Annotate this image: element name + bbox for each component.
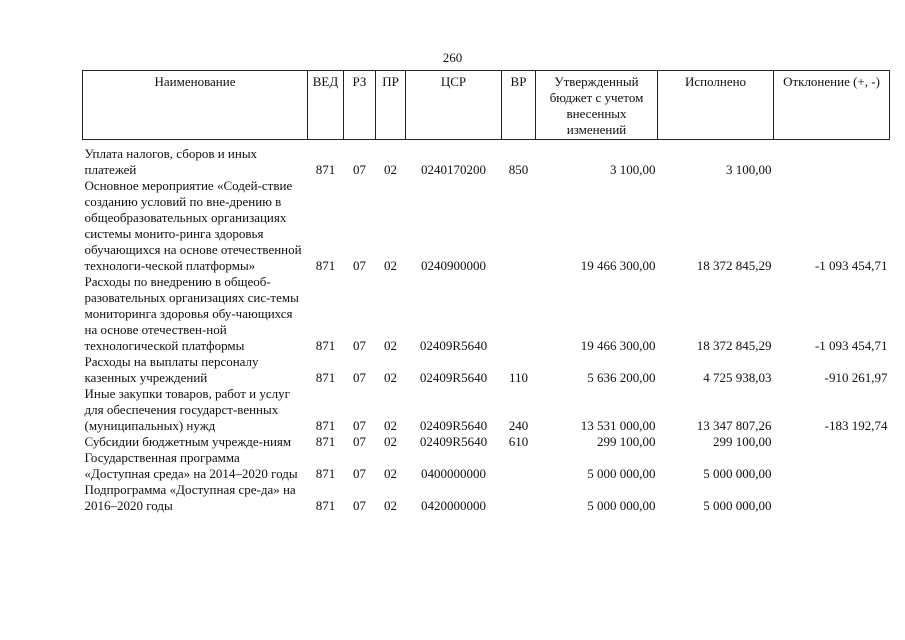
- row-ved: 871: [315, 434, 336, 449]
- row-name: Субсидии бюджетным учрежде-ниям: [84, 434, 292, 449]
- row-approved: 3 100,00: [610, 162, 656, 177]
- row-deviation: -1 093 454,71: [814, 258, 888, 273]
- row-csr: 0240900000: [421, 258, 486, 273]
- row-executed: 3 100,00: [726, 162, 772, 177]
- row-csr: 02409R5640: [419, 418, 488, 433]
- row-approved: 5 636 200,00: [587, 370, 656, 385]
- row-approved: 13 531 000,00: [580, 418, 656, 433]
- header-approved: Утвержденный бюджет с учетом внесенных изменений: [536, 71, 658, 140]
- budget-table: [82, 70, 890, 514]
- table-row: [83, 146, 890, 178]
- row-name: Подпрограмма «Доступная сре-да» на 2016–2020 годы: [84, 482, 296, 513]
- row-approved: 299 100,00: [597, 434, 656, 449]
- table-row: [83, 386, 890, 434]
- row-csr: 0400000000: [421, 466, 486, 481]
- row-ved: 871: [315, 338, 336, 353]
- row-rz: 07: [353, 258, 366, 273]
- row-name: Государственная программа «Доступная среда» на 2014–2020 годы: [84, 450, 298, 481]
- row-csr: 02409R5640: [419, 338, 488, 353]
- table-header-row: [83, 71, 890, 140]
- row-pr: 02: [384, 338, 397, 353]
- row-executed: 18 372 845,29: [696, 338, 772, 353]
- row-rz: 07: [353, 162, 366, 177]
- row-vr: [502, 178, 536, 274]
- row-deviation: -183 192,74: [824, 418, 888, 433]
- header-rz: РЗ: [344, 71, 376, 140]
- header-deviation: Отклонение (+, -): [774, 71, 890, 140]
- header-csr: ЦСР: [406, 71, 502, 140]
- row-pr: 02: [384, 370, 397, 385]
- row-csr: 0240170200: [421, 162, 486, 177]
- row-approved: 5 000 000,00: [587, 466, 656, 481]
- row-name: Уплата налогов, сборов и иных платежей: [84, 146, 258, 177]
- row-csr: 02409R5640: [419, 370, 488, 385]
- row-vr: 240: [508, 418, 529, 433]
- row-approved: 19 466 300,00: [580, 338, 656, 353]
- header-ved: ВЕД: [308, 71, 344, 140]
- row-ved: 871: [315, 498, 336, 513]
- row-deviation: [774, 146, 890, 178]
- row-executed: 13 347 807,26: [696, 418, 772, 433]
- row-ved: 871: [315, 466, 336, 481]
- row-ved: 871: [315, 370, 336, 385]
- row-vr: 110: [508, 370, 529, 385]
- row-vr: 850: [508, 162, 529, 177]
- row-csr: 02409R5640: [419, 434, 488, 449]
- row-rz: 07: [353, 370, 366, 385]
- row-rz: 07: [353, 466, 366, 481]
- row-approved: 19 466 300,00: [580, 258, 656, 273]
- row-deviation: -910 261,97: [824, 370, 888, 385]
- row-pr: 02: [384, 258, 397, 273]
- row-pr: 02: [384, 418, 397, 433]
- row-rz: 07: [353, 434, 366, 449]
- row-csr: 0420000000: [421, 498, 486, 513]
- row-pr: 02: [384, 162, 397, 177]
- row-vr: [502, 482, 536, 514]
- row-vr: [502, 450, 536, 482]
- row-vr: 610: [508, 434, 529, 449]
- row-pr: 02: [384, 434, 397, 449]
- table-row: [83, 482, 890, 514]
- row-vr: [502, 274, 536, 354]
- table-row: [83, 354, 890, 386]
- row-deviation: [774, 434, 890, 450]
- row-executed: 18 372 845,29: [696, 258, 772, 273]
- row-rz: 07: [353, 498, 366, 513]
- page-number: 260: [442, 50, 463, 65]
- row-approved: 5 000 000,00: [587, 498, 656, 513]
- row-ved: 871: [315, 418, 336, 433]
- header-pr: ПР: [376, 71, 406, 140]
- row-executed: 5 000 000,00: [703, 498, 772, 513]
- row-name: Иные закупки товаров, работ и услуг для обеспечения государст-венных (муниципальных) нужд: [84, 386, 290, 433]
- table-row: [83, 274, 890, 354]
- table-row: [83, 434, 890, 450]
- row-ved: 871: [315, 162, 336, 177]
- row-pr: 02: [384, 466, 397, 481]
- header-name: Наименование: [83, 71, 308, 140]
- row-deviation: -1 093 454,71: [814, 338, 888, 353]
- row-pr: 02: [384, 498, 397, 513]
- row-rz: 07: [353, 338, 366, 353]
- row-name: Расходы по внедрению в общеоб-разовательных организациях сис-темы мониторинга здоровья обу-чающихся на основе отечествен-ной технологической платформы: [84, 274, 299, 353]
- row-ved: 871: [315, 258, 336, 273]
- row-deviation: [774, 482, 890, 514]
- row-name: Основное мероприятие «Содей-ствие созданию условий по вне-дрению в общеобразовательных организациях системы монито-ринга здоровья обучающихся на основе отечественной технологи-ческой платформы»: [84, 178, 302, 273]
- row-executed: 5 000 000,00: [703, 466, 772, 481]
- row-executed: 4 725 938,03: [703, 370, 772, 385]
- row-deviation: [774, 450, 890, 482]
- row-executed: 299 100,00: [713, 434, 772, 449]
- table-row: [83, 178, 890, 274]
- row-rz: 07: [353, 418, 366, 433]
- table-row: [83, 450, 890, 482]
- row-name: Расходы на выплаты персоналу казенных учреждений: [84, 354, 259, 385]
- header-executed: Исполнено: [658, 71, 774, 140]
- header-vr: ВР: [502, 71, 536, 140]
